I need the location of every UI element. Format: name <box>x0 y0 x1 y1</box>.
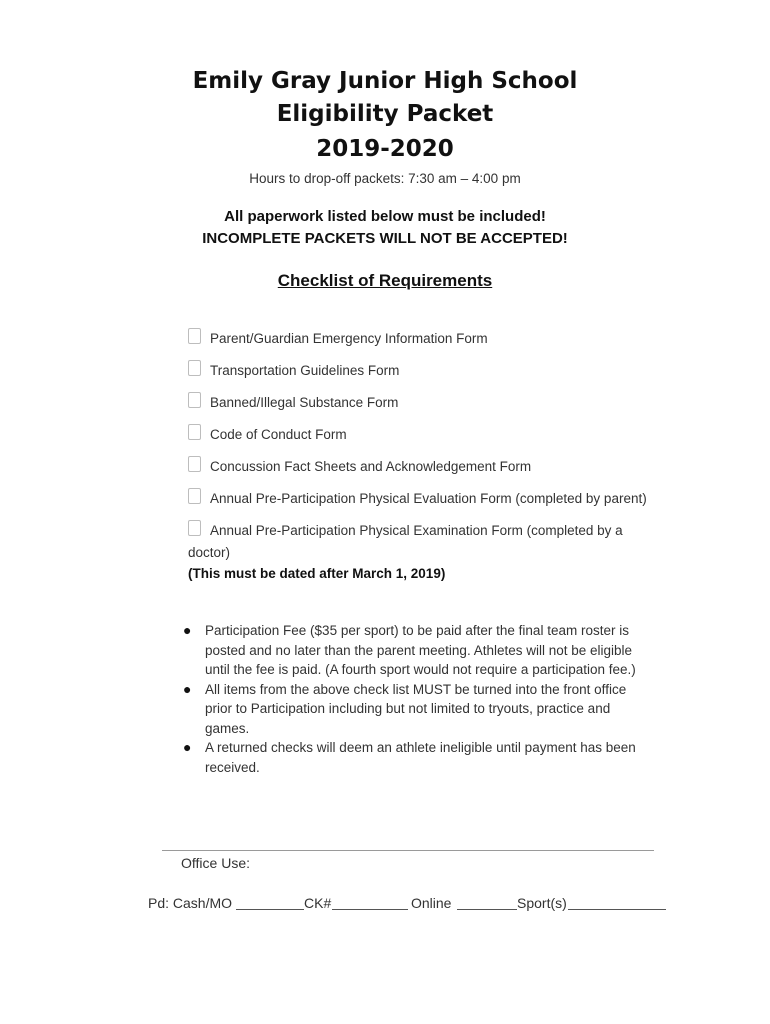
office-use-label: Office Use: <box>181 855 250 871</box>
divider <box>162 850 654 851</box>
checklist-heading <box>0 271 770 291</box>
paid-cash-label: Pd: Cash/MO <box>148 895 233 911</box>
paperwork-notice: All paperwork listed below must be included! <box>224 208 546 225</box>
online-blank[interactable] <box>457 909 517 910</box>
checkbox-conduct-form[interactable] <box>188 424 201 440</box>
checklist-item-label: Annual Pre-Participation Physical Evaluation Form (completed by parent) <box>210 491 647 506</box>
checkbox-transportation-form[interactable] <box>188 360 201 376</box>
check-number-blank[interactable] <box>332 909 408 910</box>
sports-label: Sport(s) <box>517 895 567 911</box>
checklist-item-label: Annual Pre-Participation Physical Examination Form (completed by a <box>210 523 623 538</box>
rule-item <box>183 680 653 739</box>
online-label: Online <box>411 895 452 911</box>
checklist-item-label: Banned/Illegal Substance Form <box>210 395 399 410</box>
checklist-item-label: Parent/Guardian Emergency Information Form <box>210 331 488 346</box>
checklist-item-continuation: doctor) <box>188 545 231 560</box>
rules-list <box>183 621 653 777</box>
checkbox-substance-form[interactable] <box>188 392 201 408</box>
checkbox-evaluation-form[interactable] <box>188 488 201 504</box>
bullet-icon: ● <box>183 680 192 697</box>
rule-text: Participation Fee ($35 per sport) to be paid after the final team roster is posted and no later than the parent meeting. Athletes will not be eligible until the fee is paid. (A fourth sport would not require a participation fee.) <box>205 623 636 677</box>
drop-off-hours: Hours to drop-off packets: 7:30 am – 4:00 pm <box>249 171 521 186</box>
bullet-icon: ● <box>183 739 192 755</box>
bullet-icon: ● <box>183 622 192 638</box>
checklist-item-label: Concussion Fact Sheets and Acknowledgement Form <box>210 459 532 474</box>
checklist-item-label: Code of Conduct Form <box>210 427 347 442</box>
cash-blank[interactable] <box>236 909 304 910</box>
checklist-heading-text: Checklist of Requirements <box>277 271 493 290</box>
check-number-label: CK# <box>304 895 332 911</box>
checkbox-examination-form[interactable] <box>188 520 201 536</box>
rule-text: All items from the above check list MUST be turned into the front office prior to Participation including but not limited to tryouts, practice and games. <box>205 681 627 736</box>
sports-blank[interactable] <box>568 909 666 910</box>
packet-title: Eligibility Packet <box>276 101 494 127</box>
school-name: Emily Gray Junior High School <box>192 68 578 94</box>
school-year: 2019-2020 <box>316 136 454 162</box>
physical-date-note: (This must be dated after March 1, 2019) <box>188 566 446 581</box>
rule-item <box>183 738 653 777</box>
incomplete-warning: INCOMPLETE PACKETS WILL NOT BE ACCEPTED! <box>202 230 568 247</box>
checkbox-concussion-form[interactable] <box>188 456 201 472</box>
checkbox-emergency-form[interactable] <box>188 328 201 344</box>
checklist-item-label: Transportation Guidelines Form <box>210 363 400 378</box>
rule-text: A returned checks will deem an athlete ineligible until payment has been received. <box>205 740 636 775</box>
rule-item <box>183 621 653 680</box>
